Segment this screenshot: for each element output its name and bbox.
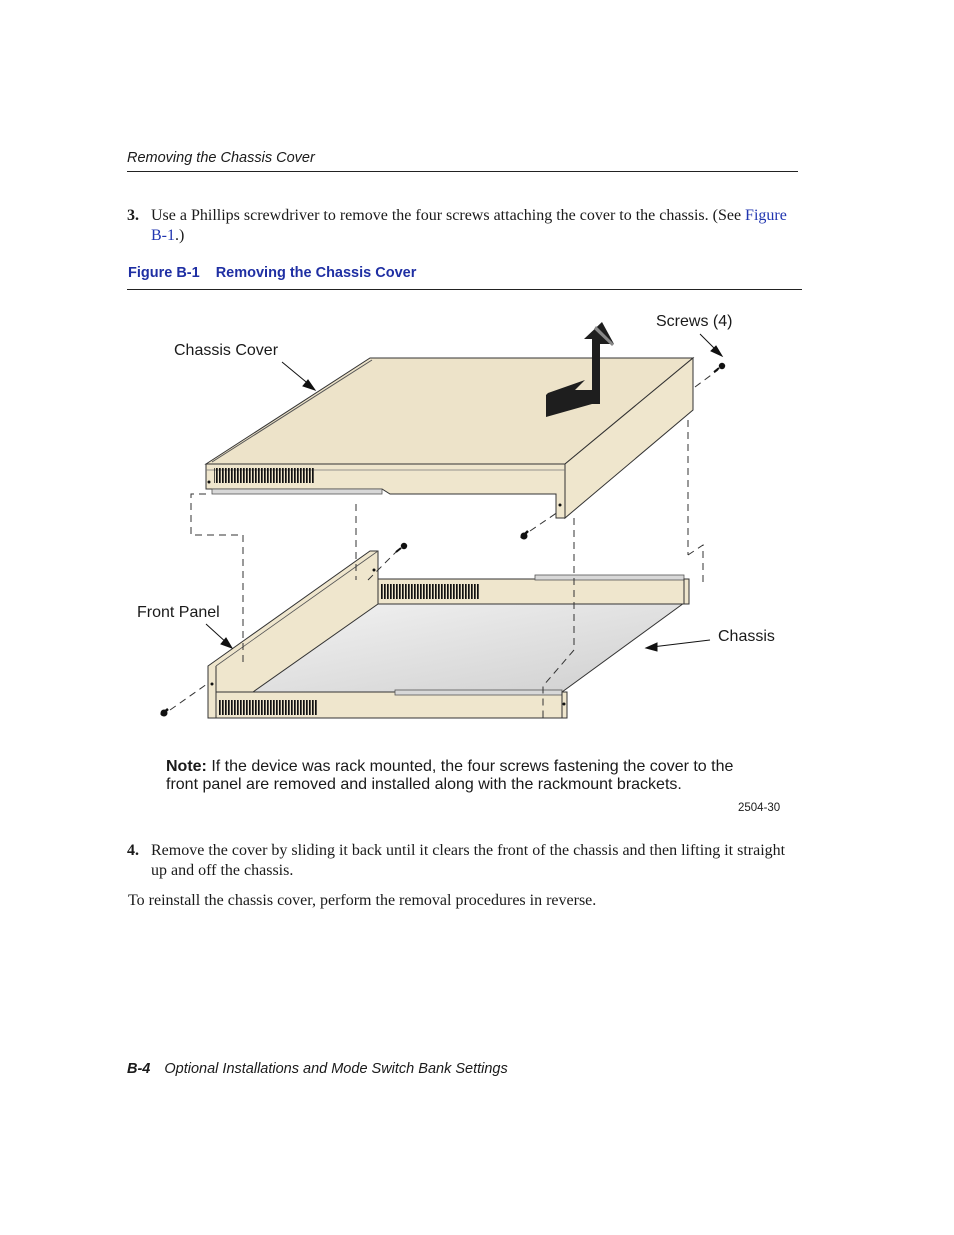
page-footer	[127, 1061, 508, 1077]
step-text: Use a Phillips screwdriver to remove the four screws attaching the cover to the chassis. (See Figure B-1.)	[151, 207, 787, 244]
page-number: B-4	[127, 1061, 151, 1077]
step-3	[127, 206, 792, 246]
screw-icon	[396, 543, 407, 552]
header-rule	[127, 171, 798, 172]
cover-vent-slots	[214, 468, 314, 483]
callout-chassis: Chassis	[718, 628, 775, 645]
step-number: 3.	[127, 207, 139, 224]
callout-front-panel: Front Panel	[137, 604, 220, 621]
figure-rule	[127, 289, 802, 290]
chassis	[208, 551, 689, 718]
chassis-cover-illustration	[127, 295, 802, 735]
step-4	[127, 841, 792, 881]
callout-chassis-cover: Chassis Cover	[174, 342, 279, 359]
step-number: 4.	[127, 842, 139, 859]
figure-label: Figure B-1	[128, 265, 200, 281]
closing-paragraph: To reinstall the chassis cover, perform the removal procedures in reverse.	[128, 892, 597, 909]
running-header: Removing the Chassis Cover	[127, 150, 315, 166]
figure-title: Removing the Chassis Cover	[215, 265, 417, 281]
footer-chapter-title: Optional Installations and Mode Switch Bank Settings	[164, 1061, 508, 1077]
screw-icon	[521, 531, 529, 540]
step-text: Remove the cover by sliding it back until it clears the front of the chassis and then lifting it straight up and off the chassis.	[151, 842, 786, 879]
callout-screws: Screws (4)	[656, 313, 733, 330]
screw-icon	[161, 709, 169, 717]
figure-id: 2504-30	[738, 802, 781, 814]
note-label: Note:	[166, 758, 207, 775]
screw-icon	[714, 363, 725, 372]
figure-caption	[128, 265, 416, 281]
chassis-cover	[206, 358, 693, 518]
figure-note	[166, 758, 766, 794]
figure-link[interactable]: Figure B-1	[151, 207, 787, 244]
note-text: If the device was rack mounted, the four screws fastening the cover to the front panel are removed and installed along with the rackmount brackets.	[166, 758, 734, 793]
